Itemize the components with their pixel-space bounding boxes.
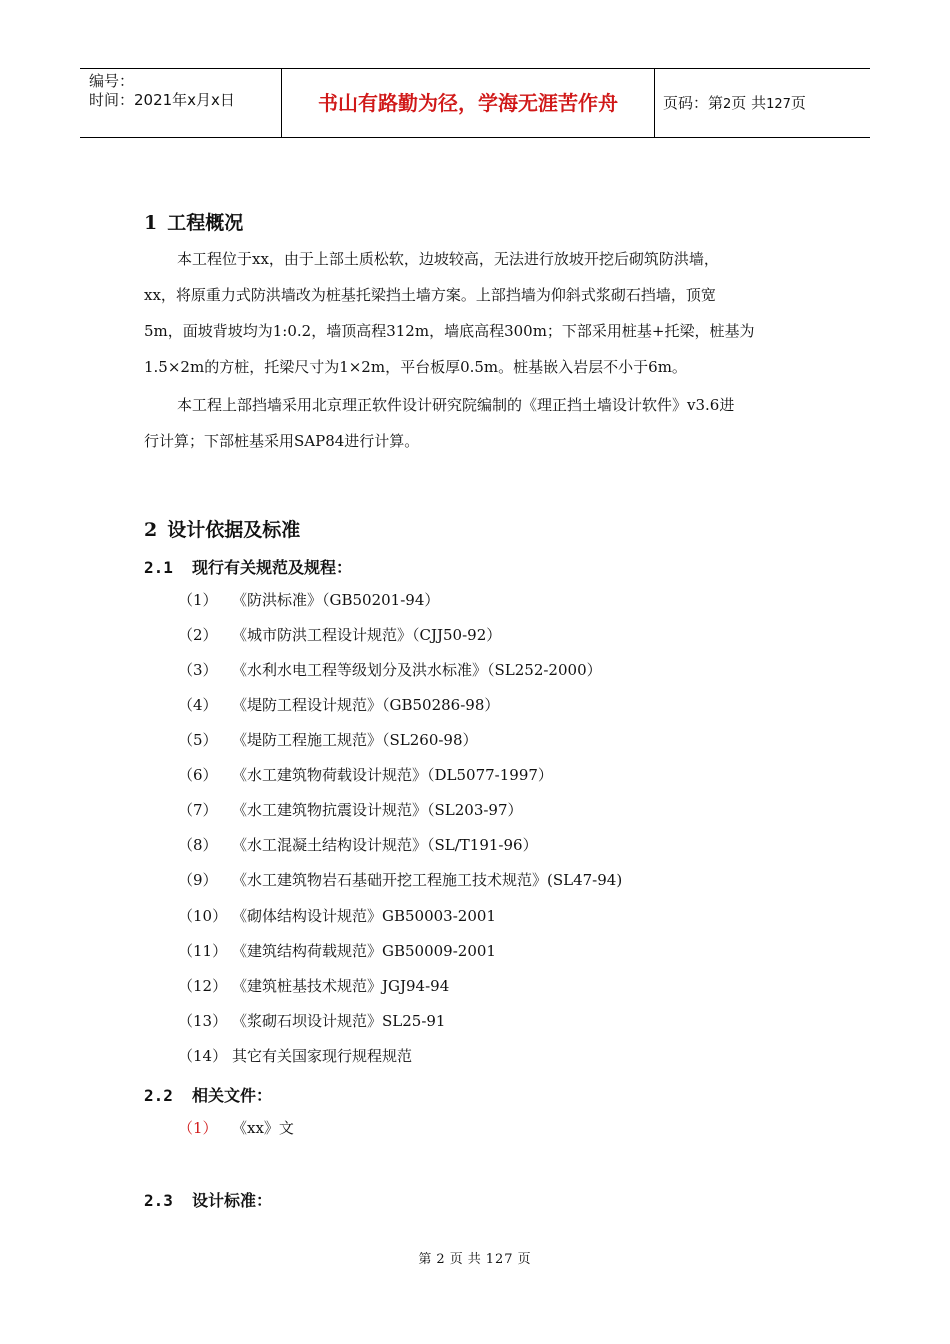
page-mid: 页 共 (731, 94, 767, 112)
header-page-code (654, 69, 870, 137)
reference-item (178, 976, 449, 996)
reference-item (178, 765, 553, 785)
number-label: 编号： (89, 72, 135, 90)
reference-title: 《水利水电工程等级划分及洪水标准》（SL252-2000） (232, 661, 602, 679)
paragraph-line: 本工程上部挡墙采用北京理正软件设计研究院编制的《理正挡土墙设计软件》v3.6进 (177, 396, 735, 414)
footer-page: 2 (436, 1252, 446, 1267)
page-header (80, 68, 870, 138)
reference-item (178, 870, 622, 890)
reference-title: 《水工混凝土结构设计规范》（SL/T191-96） (232, 836, 538, 854)
subsection-title: 设计标准： (192, 1191, 273, 1210)
reference-title: 《水工建筑物荷载设计规范》（DL5077-1997） (232, 766, 553, 784)
subsection-2-2-heading (144, 1083, 272, 1106)
reference-number: （2） (178, 626, 218, 644)
reference-item (178, 695, 499, 715)
subsection-2-1-heading (144, 555, 352, 578)
reference-number: （14） (178, 1047, 228, 1065)
reference-title: 《水工建筑物岩石基础开挖工程施工技术规范》(SL47-94) (232, 871, 623, 889)
reference-number: （11） (178, 942, 228, 960)
file-title: 《xx》文 (232, 1119, 294, 1137)
footer-word: 共 (467, 1252, 482, 1267)
section-2-heading (144, 515, 300, 542)
reference-item (178, 800, 523, 820)
subsection-number: 2.1 (144, 558, 173, 577)
paragraph-line: 1.5×2m的方桩，托梁尺寸为1×2m，平台板厚0.5m。桩基嵌入岩层不小于6m。 (144, 358, 687, 376)
footer-word: 页 (517, 1252, 532, 1267)
reference-item (178, 1046, 412, 1066)
footer-word: 第 (418, 1252, 433, 1267)
reference-title: 其它有关国家现行规程规范 (232, 1047, 413, 1065)
page-code-label: 页码：第 (663, 94, 724, 112)
reference-item (178, 1011, 445, 1031)
reference-title: 《防洪标准》（GB50201-94） (232, 591, 440, 609)
reference-title: 《建筑结构荷载规范》GB50009-2001 (232, 942, 496, 960)
footer-word: 页 (449, 1252, 464, 1267)
reference-item (178, 730, 478, 750)
section-title: 工程概况 (167, 212, 244, 234)
reference-number: （9） (178, 871, 218, 889)
reference-title: 《砌体结构设计规范》GB50003-2001 (232, 907, 496, 925)
reference-number: （6） (178, 766, 218, 784)
paragraph-line: xx，将原重力式防洪墙改为桩基托梁挡土墙方案。上部挡墙为仰斜式浆砌石挡墙，顶宽 (144, 286, 716, 304)
header-motto: 书山有路勤为径，学海无涯苦作舟 (281, 69, 655, 137)
reference-number: （12） (178, 977, 228, 995)
reference-number: （1） (178, 591, 218, 609)
header-meta (80, 69, 281, 137)
page-footer (0, 1248, 950, 1267)
time-label: 时间：2021年x月x日 (89, 91, 235, 109)
reference-item (178, 906, 496, 926)
reference-title: 《建筑桩基技术规范》JGJ94-94 (232, 977, 450, 995)
reference-item (178, 625, 501, 645)
subsection-number: 2.3 (144, 1191, 173, 1210)
page-current: 2 (723, 97, 732, 112)
reference-item (178, 835, 538, 855)
reference-title: 《堤防工程施工规范》（SL260-98） (232, 731, 478, 749)
reference-title: 《浆砌石坝设计规范》SL25-91 (232, 1012, 446, 1030)
paragraph-line: 本工程位于xx，由于上部土质松软，边坡较高，无法进行放坡开挖后砌筑防洪墙， (177, 250, 719, 268)
paragraph-line: 5m，面坡背坡均为1:0.2，墙顶高程312m，墙底高程300m；下部采用桩基+托梁，桩基为 (144, 322, 755, 340)
reference-number: （8） (178, 836, 218, 854)
reference-title: 《城市防洪工程设计规范》（CJJ50-92） (232, 626, 502, 644)
reference-item (178, 590, 439, 610)
reference-item (178, 660, 602, 680)
reference-item (178, 941, 496, 961)
reference-title: 《堤防工程设计规范》（GB50286-98） (232, 696, 500, 714)
subsection-2-3-heading (144, 1188, 272, 1211)
file-item (178, 1118, 294, 1138)
section-number: 2 (144, 519, 158, 541)
reference-number: （3） (178, 661, 218, 679)
subsection-number: 2.2 (144, 1086, 173, 1105)
subsection-title: 相关文件： (192, 1086, 273, 1105)
section-1-paragraph-2 (144, 387, 824, 459)
page-total: 127 (766, 97, 791, 112)
reference-number: （13） (178, 1012, 228, 1030)
reference-number: （7） (178, 801, 218, 819)
file-number: （1） (178, 1119, 218, 1137)
section-title: 设计依据及标准 (167, 519, 301, 541)
reference-number: （5） (178, 731, 218, 749)
footer-total: 127 (485, 1252, 514, 1267)
reference-number: （10） (178, 907, 228, 925)
subsection-title: 现行有关规范及规程： (192, 558, 353, 577)
section-1-heading (144, 208, 243, 235)
page-end: 页 (790, 94, 806, 112)
paragraph-line: 行计算；下部桩基采用SAP84进行计算。 (144, 432, 420, 450)
section-number: 1 (144, 212, 158, 234)
reference-title: 《水工建筑物抗震设计规范》（SL203-97） (232, 801, 523, 819)
section-1-paragraph-1 (144, 241, 824, 385)
reference-number: （4） (178, 696, 218, 714)
